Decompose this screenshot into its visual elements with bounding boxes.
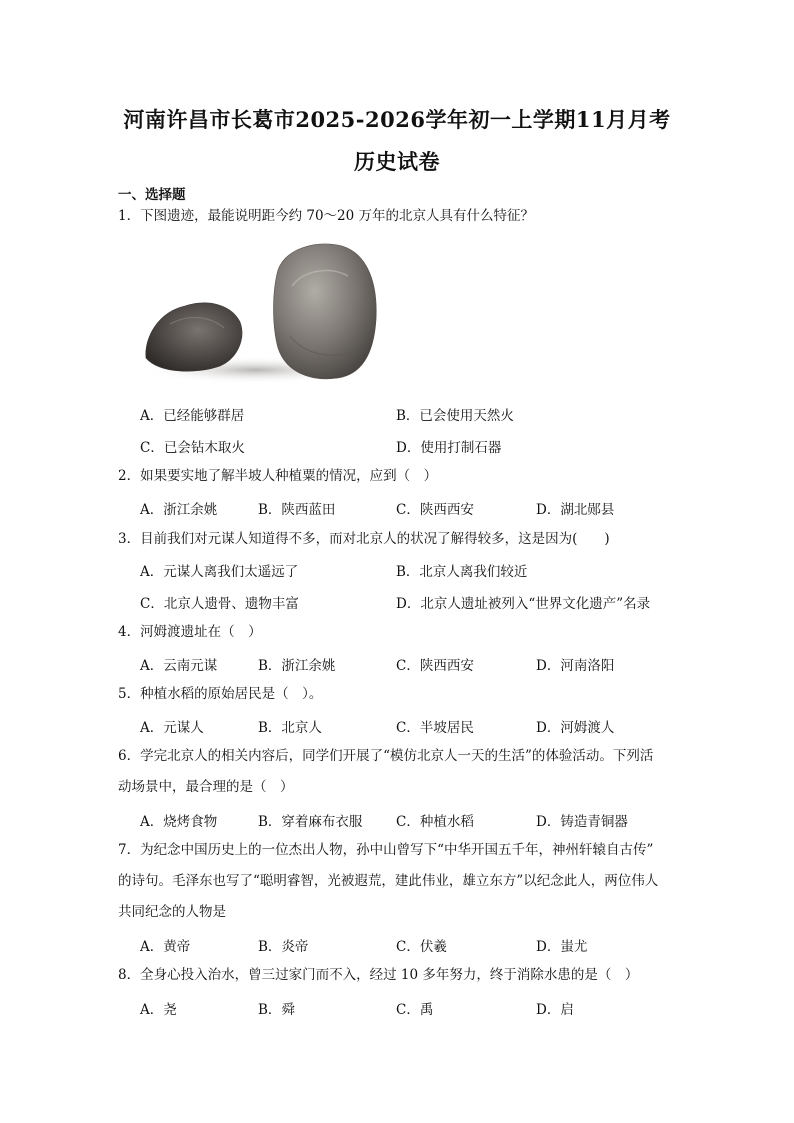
question-8-option-b: B．舜 bbox=[258, 1002, 295, 1018]
question-3-option-a: A．元谋人离我们太遥远了 bbox=[140, 564, 299, 580]
question-4-option-c: C．陕西西安 bbox=[396, 658, 474, 674]
question-1-option-a: A．已经能够群居 bbox=[140, 408, 245, 424]
question-4-option-b: B．浙江余姚 bbox=[258, 658, 336, 674]
question-7-option-d: D．蚩尤 bbox=[536, 939, 588, 955]
question-5-option-b: B．北京人 bbox=[258, 720, 322, 736]
question-4-stem: 4．河姆渡遗址在（ ） bbox=[118, 624, 262, 640]
question-3-option-d: D．北京人遗址被列入“世界文化遗产”名录 bbox=[396, 596, 651, 612]
question-1-option-c: C．已会钻木取火 bbox=[140, 440, 245, 456]
question-7-stem-line-2: 的诗句。毛泽东也写了“聪明睿智，光被遐荒，建此伟业，雄立东方”以纪念此人，两位伟人 bbox=[118, 873, 659, 889]
question-3-stem: 3．目前我们对元谋人知道得不多，而对北京人的状况了解得较多，这是因为( ) bbox=[118, 531, 610, 547]
question-7-stem-line-3: 共同纪念的人物是 bbox=[118, 904, 226, 920]
question-8-option-c: C．禹 bbox=[396, 1002, 434, 1018]
question-3-option-c: C．北京人遗骨、遗物丰富 bbox=[140, 596, 299, 612]
question-5-option-c: C．半坡居民 bbox=[396, 720, 474, 736]
question-8-stem: 8．全身心投入治水，曾三过家门而不入，经过 10 多年努力，终于消除水患的是（ ） bbox=[118, 967, 639, 983]
question-5-option-d: D．河姆渡人 bbox=[536, 720, 615, 736]
question-1-option-b: B．已会使用天然火 bbox=[396, 408, 514, 424]
question-6-option-a: A．烧烤食物 bbox=[140, 814, 218, 830]
question-6-stem-line-2: 动场景中，最合理的是（ ） bbox=[118, 779, 294, 795]
exam-subtitle: 历史试卷 bbox=[354, 149, 440, 174]
question-6-option-c: C．种植水稻 bbox=[396, 814, 474, 830]
question-8-option-d: D．启 bbox=[536, 1002, 574, 1018]
question-6-stem-line-1: 6．学完北京人的相关内容后，同学们开展了“模仿北京人一天的生活”的体验活动。下列活 bbox=[118, 748, 654, 764]
question-7-stem-line-1: 7．为纪念中国历史上的一位杰出人物，孙中山曾写下“中华开国五千年，神州轩辕自古传” bbox=[118, 842, 654, 858]
question-4-option-d: D．河南洛阳 bbox=[536, 658, 615, 674]
question-6-option-d: D．铸造青铜器 bbox=[536, 814, 628, 830]
question-1-stem: 1．下图遗迹，最能说明距今约 70～20 万年的北京人具有什么特征？ bbox=[118, 208, 535, 224]
question-2-stem: 2．如果要实地了解半坡人种植粟的情况，应到（ ） bbox=[118, 468, 438, 484]
question-7-option-c: C．伏羲 bbox=[396, 939, 447, 955]
question-5-option-a: A．元谋人 bbox=[140, 720, 204, 736]
section-heading: 一、选择题 bbox=[118, 187, 186, 203]
question-4-option-a: A．云南元谋 bbox=[140, 658, 218, 674]
question-3-option-b: B．北京人离我们较近 bbox=[396, 564, 528, 580]
exam-title: 河南许昌市长葛市2025-2026学年初一上学期11月月考 bbox=[123, 107, 671, 132]
question-2-option-d: D．湖北郧县 bbox=[536, 502, 615, 518]
question-2-option-c: C．陕西西安 bbox=[396, 502, 474, 518]
question-1-option-d: D．使用打制石器 bbox=[396, 440, 502, 456]
question-2-option-a: A．浙江余姚 bbox=[140, 502, 218, 518]
question-7-option-a: A．黄帝 bbox=[140, 939, 191, 955]
question-8-option-a: A．尧 bbox=[140, 1002, 177, 1018]
stone-tools-photo bbox=[140, 240, 385, 385]
question-7-option-b: B．炎帝 bbox=[258, 939, 309, 955]
question-2-option-b: B．陕西蓝田 bbox=[258, 502, 336, 518]
question-5-stem: 5．种植水稻的原始居民是（ ）。 bbox=[118, 686, 323, 702]
question-6-option-b: B．穿着麻布衣服 bbox=[258, 814, 363, 830]
